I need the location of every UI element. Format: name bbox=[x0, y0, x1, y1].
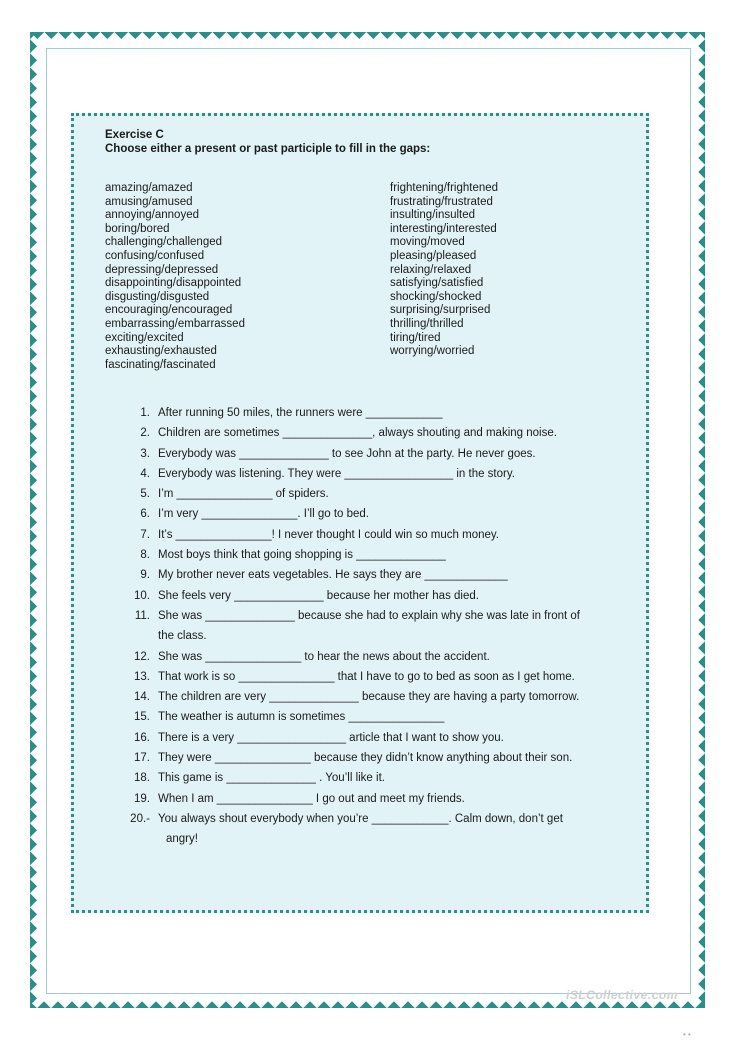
word-pair: satisfying/satisfied bbox=[390, 277, 484, 290]
zigzag-border-right bbox=[691, 32, 705, 1008]
question-text bbox=[158, 647, 618, 667]
question-number: 13. bbox=[134, 670, 150, 683]
question-text bbox=[158, 789, 618, 809]
question-text bbox=[158, 768, 618, 788]
footer-mark: • • bbox=[683, 1030, 691, 1039]
question-text bbox=[158, 484, 618, 504]
question-number: 5. bbox=[140, 488, 150, 501]
question-text bbox=[158, 586, 618, 606]
word-pair: moving/moved bbox=[390, 236, 465, 249]
question-number: 2. bbox=[140, 427, 150, 440]
word-list-left bbox=[105, 182, 245, 372]
question-text bbox=[158, 606, 618, 647]
word-pair: tiring/tired bbox=[390, 331, 441, 344]
question-item bbox=[118, 484, 618, 504]
question-number: 15. bbox=[134, 711, 150, 724]
word-pair: relaxing/relaxed bbox=[390, 263, 472, 276]
question-item bbox=[118, 565, 618, 585]
word-list-right bbox=[390, 182, 498, 359]
question-line: You always shout everybody when you’re ____________. Calm down, don’t get bbox=[158, 812, 563, 825]
question-number: 18. bbox=[134, 772, 150, 785]
question-text bbox=[158, 809, 618, 850]
question-item bbox=[118, 809, 618, 850]
question-line: They were _______________ because they didn’t know anything about their son. bbox=[158, 752, 573, 765]
word-pair: disgusting/disgusted bbox=[105, 290, 210, 303]
question-line: It’s _______________! I never thought I could win so much money. bbox=[158, 528, 499, 541]
question-item bbox=[118, 504, 618, 524]
question-number: 9. bbox=[140, 569, 150, 582]
question-line: Everybody was listening. They were _________________ in the story. bbox=[158, 467, 515, 480]
question-item bbox=[118, 647, 618, 667]
question-text bbox=[158, 444, 618, 464]
question-text bbox=[158, 525, 618, 545]
question-number: 19. bbox=[134, 792, 150, 805]
question-line: Everybody was ______________ to see John at the party. He never goes. bbox=[158, 447, 536, 460]
question-item bbox=[118, 403, 618, 423]
question-line: My brother never eats vegetables. He says they are _____________ bbox=[158, 569, 508, 582]
question-text bbox=[158, 687, 618, 707]
question-number: 3. bbox=[140, 447, 150, 460]
question-text bbox=[158, 504, 618, 524]
question-line: The weather is autumn is sometimes _______________ bbox=[158, 711, 445, 724]
question-item bbox=[118, 444, 618, 464]
question-line: Children are sometimes ______________, always shouting and making noise. bbox=[158, 427, 557, 440]
word-pair: amazing/amazed bbox=[105, 182, 193, 194]
zigzag-border-top bbox=[30, 32, 705, 46]
word-pair: surprising/surprised bbox=[390, 304, 491, 317]
question-number: 7. bbox=[140, 528, 150, 541]
word-pair: exciting/excited bbox=[105, 331, 184, 344]
question-number: 4. bbox=[140, 467, 150, 480]
question-item bbox=[118, 789, 618, 809]
word-pair: exhausting/exhausted bbox=[105, 345, 217, 358]
question-text bbox=[158, 707, 618, 727]
question-number: 6. bbox=[140, 508, 150, 521]
question-text bbox=[158, 565, 618, 585]
word-pair: disappointing/disappointed bbox=[105, 277, 242, 290]
word-pair: shocking/shocked bbox=[390, 290, 482, 303]
question-continuation: angry! bbox=[166, 833, 198, 846]
question-number: 20.- bbox=[130, 812, 150, 825]
question-line: Most boys think that going shopping is ______________ bbox=[158, 549, 446, 562]
question-item bbox=[118, 687, 618, 707]
question-line: This game is ______________ . You’ll like it. bbox=[158, 772, 385, 785]
question-item bbox=[118, 667, 618, 687]
question-line: The children are very ______________ because they are having a party tomorrow. bbox=[158, 691, 580, 704]
question-number: 12. bbox=[134, 650, 150, 663]
word-pair: depressing/depressed bbox=[105, 263, 219, 276]
word-pair: amusing/amused bbox=[105, 195, 193, 208]
question-item bbox=[118, 464, 618, 484]
question-number: 10. bbox=[134, 589, 150, 602]
word-pair: confusing/confused bbox=[105, 249, 205, 262]
question-list bbox=[118, 403, 618, 850]
question-line: There is a very _________________ article that I want to show you. bbox=[158, 731, 504, 744]
question-continuation: the class. bbox=[158, 630, 207, 643]
question-number: 11. bbox=[134, 609, 150, 622]
word-pair: insulting/insulted bbox=[390, 209, 476, 222]
word-pair: thrilling/thrilled bbox=[390, 317, 464, 330]
question-text bbox=[158, 667, 618, 687]
question-item bbox=[118, 768, 618, 788]
question-item bbox=[118, 748, 618, 768]
question-number: 14. bbox=[134, 691, 150, 704]
question-number: 17. bbox=[134, 752, 150, 765]
watermark: iSLCollective.com bbox=[566, 988, 678, 1002]
word-pair: embarrassing/embarrassed bbox=[105, 317, 245, 330]
question-item bbox=[118, 606, 618, 647]
question-number: 8. bbox=[140, 549, 150, 562]
question-line: After running 50 miles, the runners were ____________ bbox=[158, 407, 443, 419]
word-pair: pleasing/pleased bbox=[390, 249, 477, 262]
question-number: 16. bbox=[134, 731, 150, 744]
question-line: When I am _______________ I go out and meet my friends. bbox=[158, 792, 465, 805]
question-item bbox=[118, 707, 618, 727]
question-text bbox=[158, 464, 618, 484]
exercise-instruction: Choose either a present or past participle to fill in the gaps: bbox=[105, 143, 431, 155]
question-item bbox=[118, 525, 618, 545]
word-pair: interesting/interested bbox=[390, 222, 497, 235]
question-item bbox=[118, 545, 618, 565]
question-text bbox=[158, 423, 618, 443]
question-item bbox=[118, 423, 618, 443]
question-number: 1. bbox=[140, 407, 150, 419]
word-pair: challenging/challenged bbox=[105, 236, 223, 249]
word-pair: fascinating/fascinated bbox=[105, 358, 216, 371]
word-pair: annoying/annoyed bbox=[105, 209, 199, 222]
word-pair: boring/bored bbox=[105, 222, 170, 235]
question-item bbox=[118, 586, 618, 606]
question-line: I’m very _______________. I’ll go to bed. bbox=[158, 508, 369, 521]
question-text bbox=[158, 545, 618, 565]
question-line: She was ______________ because she had to explain why she was late in front of bbox=[158, 609, 580, 622]
question-text bbox=[158, 728, 618, 748]
word-pair: encouraging/encouraged bbox=[105, 304, 233, 317]
question-text bbox=[158, 403, 618, 423]
question-line: That work is so _______________ that I have to go to bed as soon as I get home. bbox=[158, 670, 575, 683]
question-line: I’m _______________ of spiders. bbox=[158, 488, 329, 501]
question-line: She feels very ______________ because her mother has died. bbox=[158, 589, 479, 602]
question-line: She was _______________ to hear the news about the accident. bbox=[158, 650, 490, 663]
exercise-title: Exercise C bbox=[105, 129, 164, 141]
zigzag-border-left bbox=[30, 32, 44, 1008]
word-pair: frustrating/frustrated bbox=[390, 195, 493, 208]
question-item bbox=[118, 728, 618, 748]
question-text bbox=[158, 748, 618, 768]
word-pair: frightening/frightened bbox=[390, 182, 499, 194]
word-pair: worrying/worried bbox=[390, 345, 475, 358]
